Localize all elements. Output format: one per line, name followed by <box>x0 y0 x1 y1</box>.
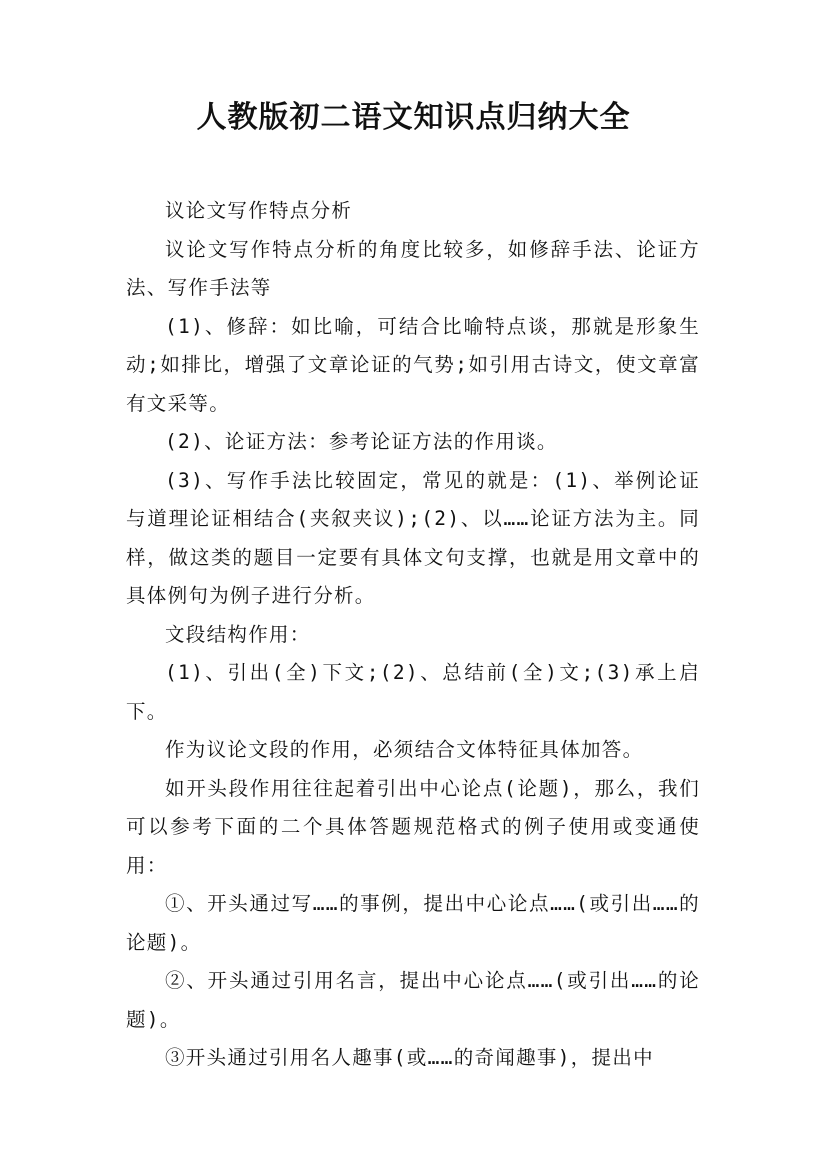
paragraph: (1)、引出(全)下文;(2)、总结前(全)文;(3)承上启下。 <box>126 661 700 723</box>
paragraph: ③开头通过引用名人趣事(或……的奇闻趣事)，提出中 <box>165 1046 654 1069</box>
document-title: 人教版初二语文知识点归纳大全 <box>196 100 631 135</box>
document-body <box>126 192 700 1078</box>
paragraph: ①、开头通过写……的事例，提出中心论点……(或引出……的论题)。 <box>126 892 700 954</box>
paragraph: (3)、写作手法比较固定，常见的就是：(1)、举例论证与道理论证相结合(夹叙夹议);(2)、以……论证方法为主。同样，做这类的题目一定要有具体文句支撑，也就是用文章中的具体例句为例子进行分析。 <box>126 468 700 607</box>
paragraph: 议论文写作特点分析的角度比较多，如修辞手法、论证方法、写作手法等 <box>126 237 700 299</box>
paragraph: 文段结构作用： <box>165 622 311 646</box>
paragraph: ②、开头通过引用名言，提出中心论点……(或引出……的论题)。 <box>126 969 700 1031</box>
paragraph: 议论文写作特点分析 <box>165 199 353 222</box>
paragraph: 作为议论文段的作用，必须结合文体特征具体加答。 <box>165 738 644 761</box>
paragraph: (2)、论证方法：参考论证方法的作用谈。 <box>165 430 558 453</box>
paragraph: (1)、修辞：如比喻，可结合比喻特点谈，那就是形象生动;如排比，增强了文章论证的气势;如引用古诗文，使文章富有文采等。 <box>126 314 700 415</box>
paragraph: 如开头段作用往往起着引出中心论点(论题)，那么，我们可以参考下面的二个具体答题规范格式的例子使用或变通使用： <box>126 776 700 877</box>
